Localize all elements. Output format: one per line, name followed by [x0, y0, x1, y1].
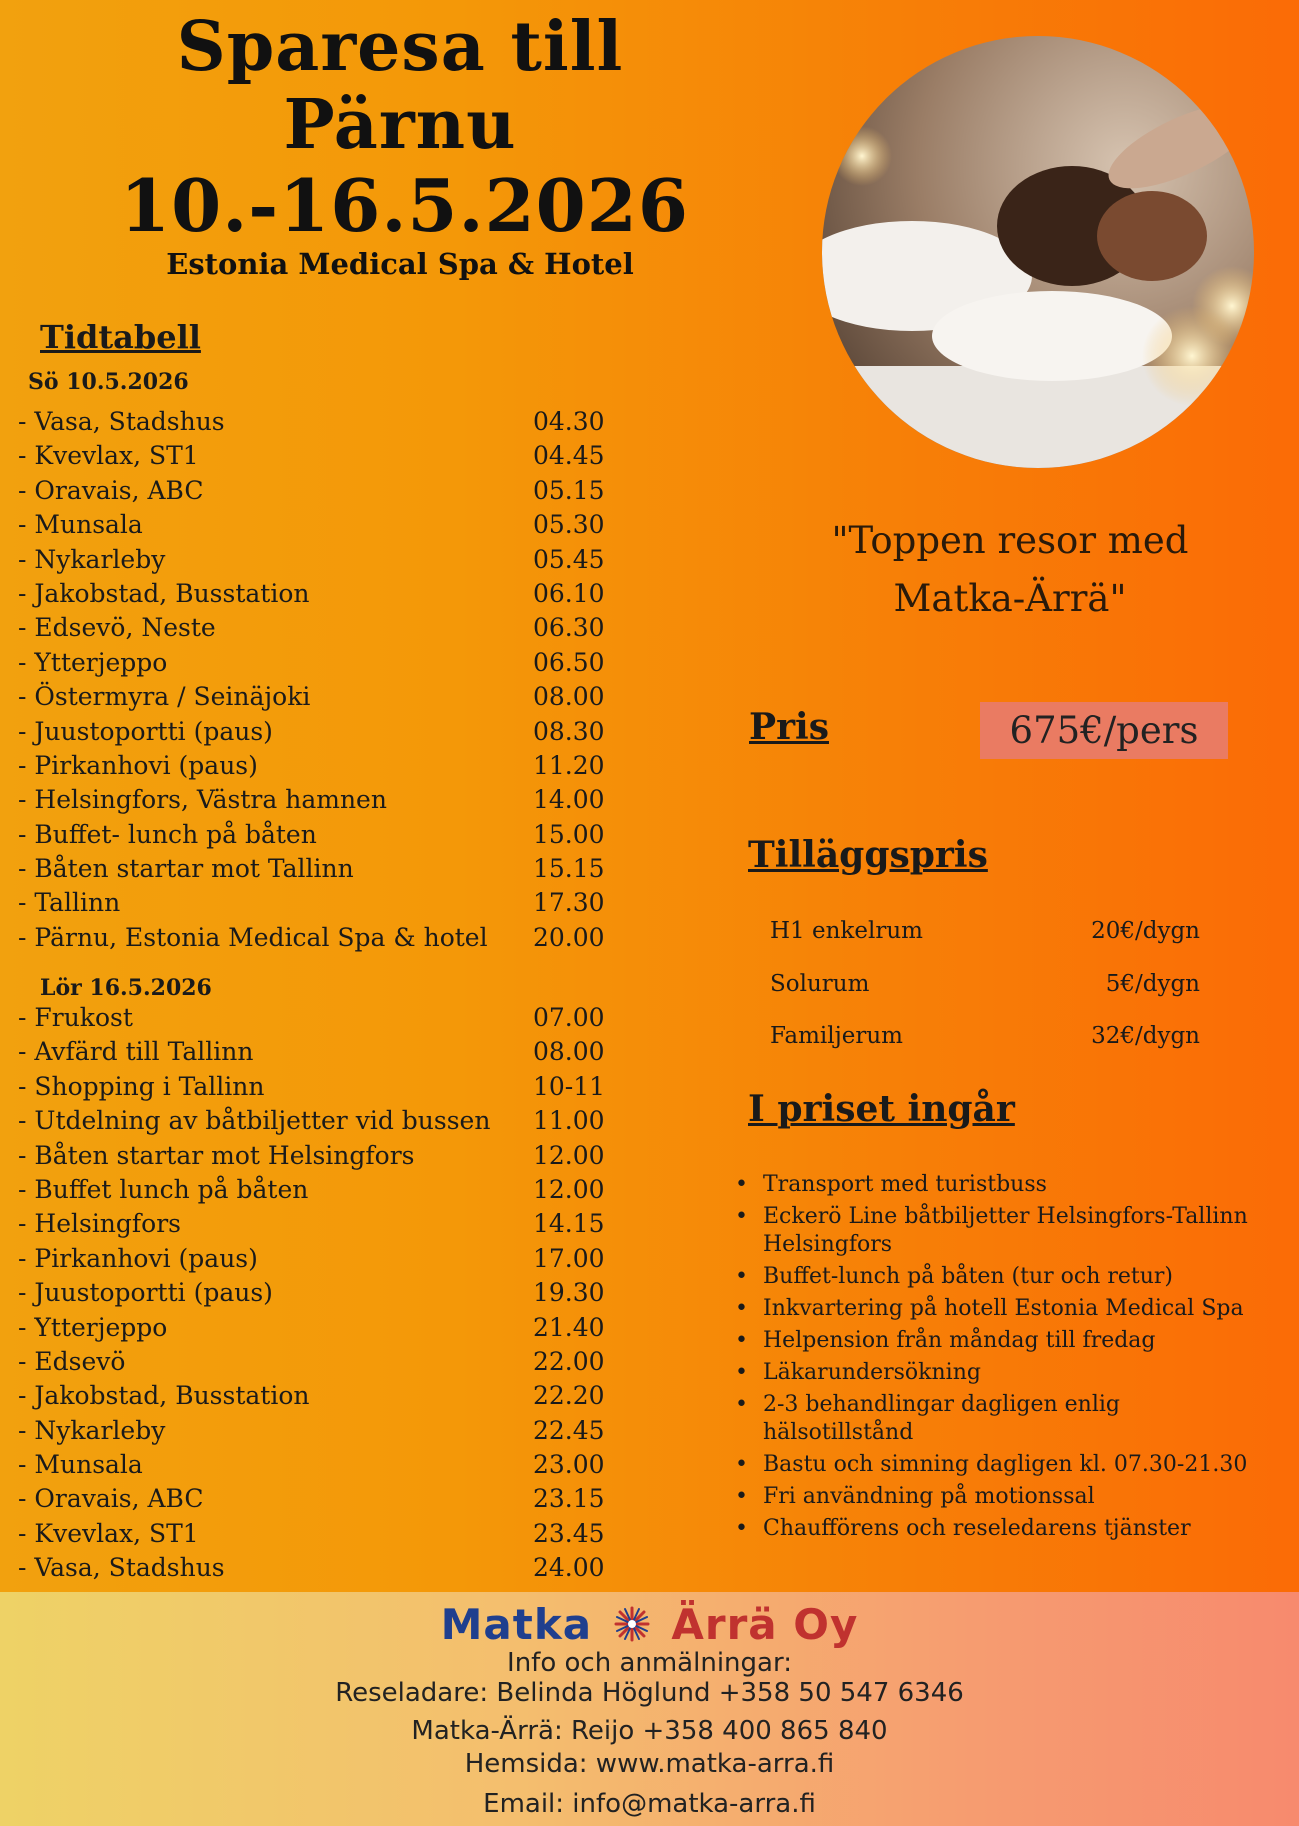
- included-item: • Läkarundersökning: [735, 1359, 1255, 1387]
- schedule-row: [18, 1448, 608, 1482]
- schedule-time: 05.15: [533, 475, 605, 505]
- schedule-stop: - Pirkanhovi (paus): [18, 750, 258, 780]
- schedule-time: 11.00: [533, 1106, 605, 1136]
- included-item: • 2-3 behandlingar dagligen enlig hälsotillstånd: [735, 1391, 1255, 1447]
- schedule-time: 22.00: [533, 1346, 605, 1376]
- schedule-time: 07.00: [533, 1003, 605, 1032]
- sun-star-icon: [614, 1603, 650, 1652]
- quote-line-1: "Toppen resor med: [831, 519, 1189, 562]
- footer-contact: [0, 1592, 1299, 1826]
- company-contact: Matka-Ärrä: Reijo +358 400 865 840: [411, 1716, 888, 1746]
- schedule-row: [18, 1104, 608, 1138]
- schedule-row: [18, 783, 608, 817]
- schedule-time: 11.20: [533, 750, 605, 780]
- schedule-stop: - Juustoportti (paus): [18, 716, 273, 746]
- schedule-time: 08.00: [533, 682, 605, 712]
- schedule-stop: - Kvevlax, ST1: [18, 1518, 199, 1548]
- schedule-row: [18, 646, 608, 680]
- schedule-stop: - Munsala: [18, 1450, 143, 1480]
- schedule-row: [18, 749, 608, 783]
- included-item: • Fri användning på motionssal: [735, 1483, 1255, 1511]
- schedule-stop: - Vasa, Stadshus: [18, 407, 225, 436]
- hotel-name: Estonia Medical Spa & Hotel: [166, 247, 634, 281]
- schedule-time: 22.20: [533, 1381, 605, 1411]
- schedule-time: 23.45: [533, 1518, 605, 1548]
- supplement-price: 32€/dygn: [1091, 1023, 1200, 1049]
- included-heading: I priset ingår: [748, 1088, 1015, 1130]
- price-value-box: 675€/pers: [980, 702, 1228, 759]
- schedule-row: [18, 818, 608, 852]
- included-item: • Bastu och simning dagligen kl. 07.30-21.30: [735, 1451, 1255, 1479]
- schedule-time: 15.15: [533, 854, 605, 884]
- schedule-time: 05.45: [533, 544, 605, 574]
- schedule-time: 06.50: [533, 647, 605, 677]
- schedule-row: [18, 474, 608, 508]
- day1-label: Sö 10.5.2026: [28, 369, 189, 395]
- schedule-stop: - Pärnu, Estonia Medical Spa & hotel: [18, 922, 488, 952]
- schedule-row: [18, 1517, 608, 1551]
- schedule-row: [18, 1379, 608, 1413]
- included-item: • Inkvartering på hotell Estonia Medical Spa: [735, 1295, 1255, 1323]
- schedule-stop: - Nykarleby: [18, 544, 166, 574]
- schedule-time: 19.30: [533, 1278, 605, 1308]
- supplement-name: Solurum: [770, 971, 870, 997]
- included-item: • Transport med turistbuss: [735, 1171, 1255, 1199]
- schedule-stop: - Edsevö: [18, 1346, 126, 1376]
- quote-line-2: Matka-Ärrä": [893, 577, 1127, 620]
- supplement-row: [770, 1023, 1230, 1055]
- schedule-time: 15.00: [533, 819, 605, 849]
- schedule-row: [18, 921, 608, 955]
- included-list: [735, 1171, 1255, 1547]
- spa-photo-illustration: [822, 36, 1254, 468]
- schedule-stop: - Frukost: [18, 1003, 133, 1032]
- schedule-time: 05.30: [533, 510, 605, 540]
- schedule-stop: - Båten startar mot Tallinn: [18, 854, 354, 884]
- guide-contact: Reseladare: Belinda Höglund +358 50 547 6346: [335, 1678, 964, 1708]
- schedule-time: 12.00: [533, 1140, 605, 1170]
- schedule-stop: - Buffet lunch på båten: [18, 1174, 309, 1204]
- schedule-row: [18, 1345, 608, 1379]
- included-item: • Buffet-lunch på båten (tur och retur): [735, 1263, 1255, 1291]
- supplement-heading: Tilläggspris: [748, 834, 988, 876]
- schedule-row: [18, 543, 608, 577]
- schedule-row: [18, 886, 608, 920]
- supplement-price: 20€/dygn: [1091, 918, 1200, 944]
- schedule-time: 08.30: [533, 716, 605, 746]
- title-block: [120, 7, 689, 282]
- schedule-stop: - Ytterjeppo: [18, 1312, 168, 1342]
- price-heading: Pris: [749, 706, 829, 748]
- schedule-stop: - Vasa, Stadshus: [18, 1553, 225, 1583]
- website-link[interactable]: Hemsida: www.matka-arra.fi: [464, 1749, 835, 1779]
- schedule-time: 06.10: [533, 578, 605, 608]
- schedule-time: 04.45: [533, 441, 605, 471]
- schedule-row: [18, 1551, 608, 1585]
- schedule-row: [18, 1035, 608, 1069]
- schedule-stop: - Utdelning av båtbiljetter vid bussen: [18, 1106, 491, 1136]
- info-line: Info och anmälningar:: [507, 1648, 792, 1678]
- schedule-stop: - Ytterjeppo: [18, 647, 168, 677]
- schedule-time: 22.45: [533, 1415, 605, 1445]
- schedule-stop: - Nykarleby: [18, 1415, 166, 1445]
- schedule-time: 23.00: [533, 1450, 605, 1480]
- schedule-stop: - Juustoportti (paus): [18, 1278, 273, 1308]
- logo-text-arra: Ärrä Oy: [671, 1600, 859, 1649]
- schedule-stop: - Tallinn: [18, 888, 121, 918]
- schedule-day1-list: [18, 405, 608, 955]
- schedule-stop: - Helsingfors, Västra hamnen: [18, 785, 387, 815]
- schedule-row: [18, 405, 608, 439]
- supplement-row: [770, 918, 1230, 950]
- schedule-row: [18, 1070, 608, 1104]
- schedule-stop: - Shopping i Tallinn: [18, 1071, 265, 1101]
- supplement-name: H1 enkelrum: [770, 918, 923, 944]
- schedule-row: [18, 439, 608, 473]
- schedule-row: [18, 1276, 608, 1310]
- included-item: • Eckerö Line båtbiljetter Helsingfors-Tallinn Helsingfors: [735, 1203, 1255, 1259]
- supplement-name: Familjerum: [770, 1023, 903, 1049]
- schedule-time: 12.00: [533, 1174, 605, 1204]
- schedule-time: 04.30: [533, 407, 605, 436]
- schedule-row: [18, 1311, 608, 1345]
- schedule-stop: - Oravais, ABC: [18, 1484, 204, 1514]
- schedule-row: [18, 1173, 608, 1207]
- schedule-row: [18, 611, 608, 645]
- schedule-row: [18, 1242, 608, 1276]
- schedule-heading: Tidtabell: [40, 318, 201, 356]
- title-line-1: Sparesa till: [176, 7, 624, 87]
- schedule-stop: - Jakobstad, Busstation: [18, 578, 310, 608]
- schedule-row: [18, 1139, 608, 1173]
- schedule-stop: - Kvevlax, ST1: [18, 441, 199, 471]
- schedule-time: 23.15: [533, 1484, 605, 1514]
- supplement-row: [770, 971, 1230, 1003]
- schedule-time: 17.00: [533, 1243, 605, 1273]
- schedule-time: 06.30: [533, 613, 605, 643]
- schedule-stop: - Pirkanhovi (paus): [18, 1243, 258, 1273]
- quote-block: [760, 512, 1260, 628]
- schedule-day2-list: [18, 1001, 608, 1586]
- spa-massage-photo: [822, 36, 1254, 468]
- schedule-time: 21.40: [533, 1312, 605, 1342]
- schedule-row: [18, 715, 608, 749]
- included-item: • Helpension från måndag till fredag: [735, 1327, 1255, 1355]
- schedule-stop: - Buffet- lunch på båten: [18, 819, 317, 849]
- schedule-time: 10-11: [533, 1071, 606, 1101]
- schedule-stop: - Edsevö, Neste: [18, 613, 216, 643]
- schedule-time: 14.15: [533, 1209, 605, 1239]
- email-link[interactable]: Email: info@matka-arra.fi: [483, 1789, 816, 1819]
- schedule-time: 20.00: [533, 922, 605, 952]
- schedule-time: 24.00: [533, 1553, 605, 1583]
- schedule-row: [18, 577, 608, 611]
- day2-label: Lör 16.5.2026: [40, 975, 212, 1001]
- schedule-stop: - Jakobstad, Busstation: [18, 1381, 310, 1411]
- supplement-price: 5€/dygn: [1105, 971, 1200, 997]
- schedule-row: [18, 1414, 608, 1448]
- schedule-stop: - Munsala: [18, 510, 143, 540]
- title-line-2: Pärnu: [283, 85, 517, 165]
- schedule-time: 17.30: [533, 888, 605, 918]
- schedule-time: 08.00: [533, 1037, 605, 1067]
- included-item: • Chaufförens och reseledarens tjänster: [735, 1515, 1255, 1543]
- schedule-stop: - Avfärd till Tallinn: [18, 1037, 254, 1067]
- schedule-row: [18, 508, 608, 542]
- schedule-row: [18, 852, 608, 886]
- schedule-row: [18, 1207, 608, 1241]
- schedule-row: [18, 1001, 608, 1035]
- company-logo: [0, 1600, 1299, 1652]
- logo-text-matka: Matka: [440, 1600, 593, 1649]
- schedule-row: [18, 680, 608, 714]
- schedule-stop: - Båten startar mot Helsingfors: [18, 1140, 415, 1170]
- schedule-stop: - Helsingfors: [18, 1209, 182, 1239]
- schedule-time: 14.00: [533, 785, 605, 815]
- schedule-stop: - Oravais, ABC: [18, 475, 204, 505]
- schedule-stop: - Östermyra / Seinäjoki: [18, 682, 311, 712]
- trip-dates: 10.-16.5.2026: [120, 163, 689, 248]
- schedule-row: [18, 1482, 608, 1516]
